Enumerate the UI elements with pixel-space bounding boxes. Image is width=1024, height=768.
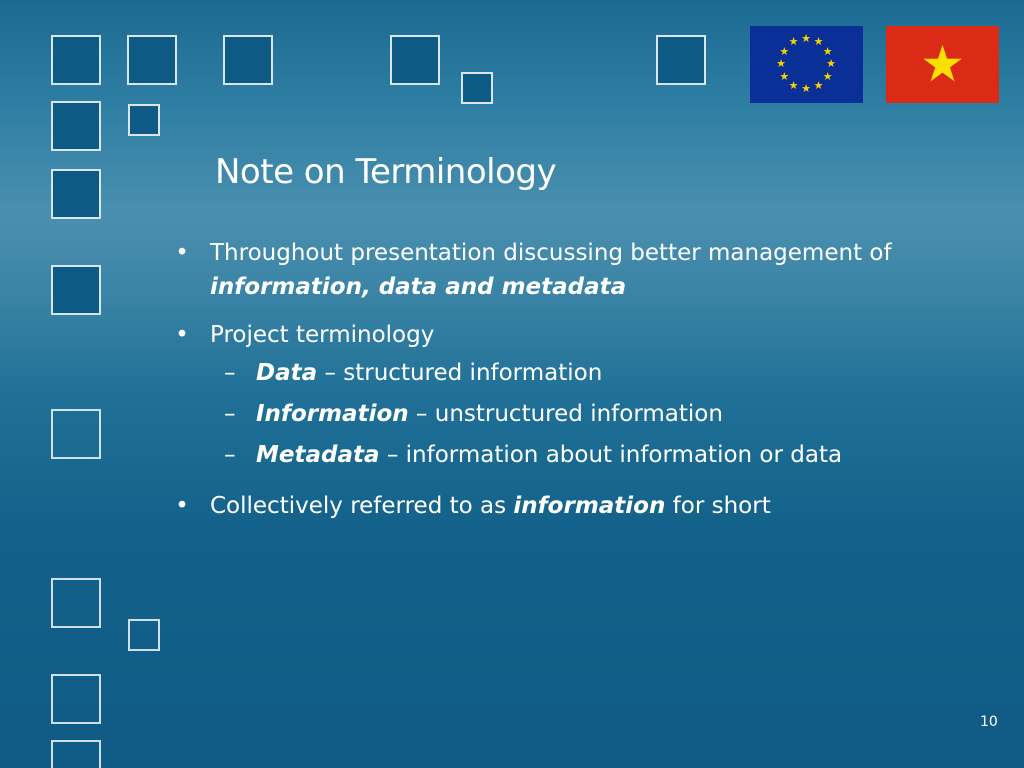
bullet-item — [172, 489, 1002, 523]
decor-square — [127, 35, 177, 85]
bullet-text-end: for short — [665, 493, 771, 519]
star-icon: ★ — [779, 69, 790, 83]
vietnam-flag-icon — [886, 26, 999, 103]
bullet-item — [172, 236, 1002, 304]
sub-item — [172, 356, 1002, 390]
star-icon: ★ — [822, 69, 833, 83]
term-description: – unstructured information — [408, 401, 723, 427]
decor-square — [51, 265, 101, 315]
star-icon: ★ — [920, 35, 965, 93]
decor-square — [223, 35, 273, 85]
star-icon: ★ — [788, 78, 799, 92]
bullet-text: Collectively referred to as — [210, 493, 514, 519]
star-icon: ★ — [813, 78, 824, 92]
term-label: Data — [256, 360, 318, 386]
bullet-text: Throughout presentation discussing better management of — [210, 240, 892, 266]
star-icon: ★ — [776, 57, 786, 70]
decor-square — [128, 619, 160, 651]
dash-icon: – — [224, 401, 236, 427]
dash-icon: – — [224, 442, 236, 468]
dash-icon: – — [224, 360, 236, 386]
page-number: 10 — [980, 714, 998, 730]
bullet-icon: • — [175, 322, 189, 348]
decor-square — [51, 101, 101, 151]
decor-square — [390, 35, 440, 85]
decor-square — [51, 578, 101, 628]
term-label: Information — [256, 401, 409, 427]
bullet-icon: • — [175, 493, 189, 519]
decor-square — [51, 409, 101, 459]
slide-body — [172, 236, 1002, 537]
star-icon: ★ — [826, 57, 836, 70]
bullet-icon: • — [175, 240, 189, 266]
star-icon: ★ — [801, 82, 811, 95]
star-icon: ★ — [801, 32, 811, 45]
bullet-emphasis: information, data and metadata — [210, 274, 627, 300]
term-description: – structured information — [317, 360, 603, 386]
bullet-emphasis: information — [513, 493, 666, 519]
star-icon: ★ — [822, 44, 833, 58]
star-icon: ★ — [813, 35, 824, 49]
decor-square — [128, 104, 160, 136]
bullet-item — [172, 318, 1002, 352]
decor-square — [51, 35, 101, 85]
term-label: Metadata — [256, 442, 380, 468]
star-icon: ★ — [779, 44, 790, 58]
slide-title: Note on Terminology — [215, 152, 557, 192]
decor-square — [656, 35, 706, 85]
sub-item — [172, 397, 1002, 431]
eu-flag-icon — [750, 26, 863, 103]
sub-item — [172, 438, 1002, 472]
term-description: – information about information or data — [379, 442, 843, 468]
decor-square — [51, 740, 101, 768]
bullet-text: Project terminology — [210, 322, 435, 348]
star-icon: ★ — [788, 35, 799, 49]
decor-square — [51, 674, 101, 724]
decor-square — [461, 72, 493, 104]
decor-square — [51, 169, 101, 219]
